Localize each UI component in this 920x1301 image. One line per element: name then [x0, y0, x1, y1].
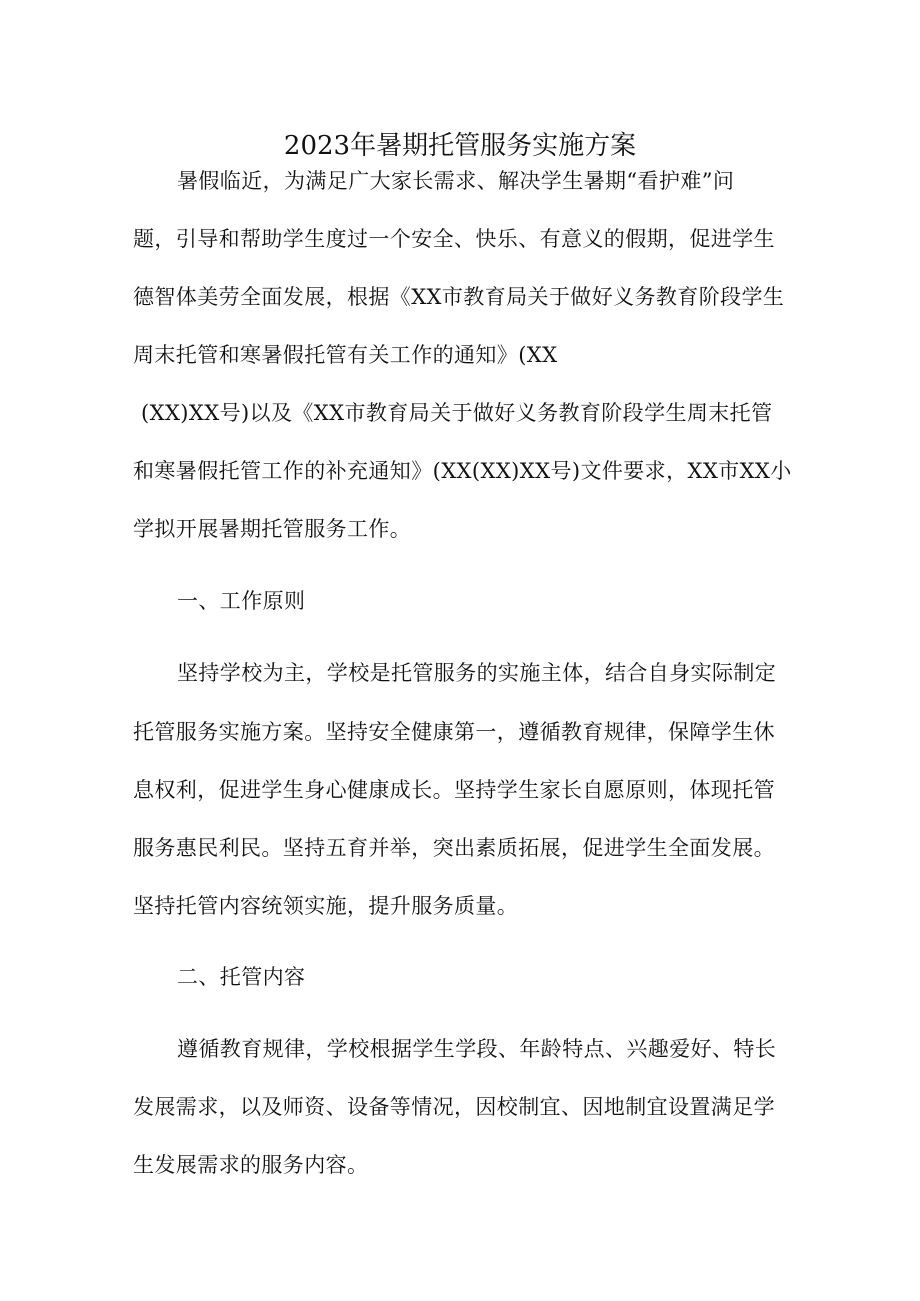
paragraph-line: 题，引导和帮助学生度过一个安全、快乐、有意义的假期，促进学生: [133, 227, 775, 251]
paragraph-line: 遵循教育规律，学校根据学生学段、年龄特点、兴趣爱好、特长: [177, 1037, 777, 1061]
paragraph-line: 周末托管和寒暑假托管有关工作的通知》(XX: [133, 343, 558, 367]
section-heading: 一、工作原则: [177, 589, 306, 613]
paragraph-line: 暑假临近，为满足广大家长需求、解决学生暑期“看护难”问: [177, 169, 735, 193]
paragraph-line: 坚持托管内容统领实施，提升服务质量。: [133, 894, 519, 918]
paragraph-line: 息权利，促进学生身心健康成长。坚持学生家长自愿原则，体现托管: [133, 778, 775, 802]
paragraph-line: 托管服务实施方案。坚持安全健康第一，遵循教育规律，保障学生休: [133, 720, 775, 744]
paragraph-line: 生发展需求的服务内容。: [133, 1153, 369, 1177]
paragraph-line: 和寒暑假托管工作的补充通知》(XX(XX)XX号)文件要求，XX市XX小: [133, 459, 792, 483]
paragraph-line: 德智体美劳全面发展，根据《XX市教育局关于做好义务教育阶段学生: [133, 285, 785, 309]
section-heading: 二、托管内容: [177, 965, 306, 989]
paragraph-line: 学拟开展暑期托管服务工作。: [133, 517, 412, 541]
paragraph-line: 坚持学校为主，学校是托管服务的实施主体，结合自身实际制定: [177, 661, 777, 685]
paragraph-line: 服务惠民利民。坚持五育并举，突出素质拓展，促进学生全面发展。: [133, 836, 775, 860]
document-title: 2023年暑期托管服务实施方案: [283, 131, 637, 161]
paragraph-line: 发展需求，以及师资、设备等情况，因校制宜、因地制宜设置满足学: [133, 1095, 775, 1119]
paragraph-line: (XX)XX号)以及《XX市教育局关于做好义务教育阶段学生周末托管: [141, 401, 773, 425]
